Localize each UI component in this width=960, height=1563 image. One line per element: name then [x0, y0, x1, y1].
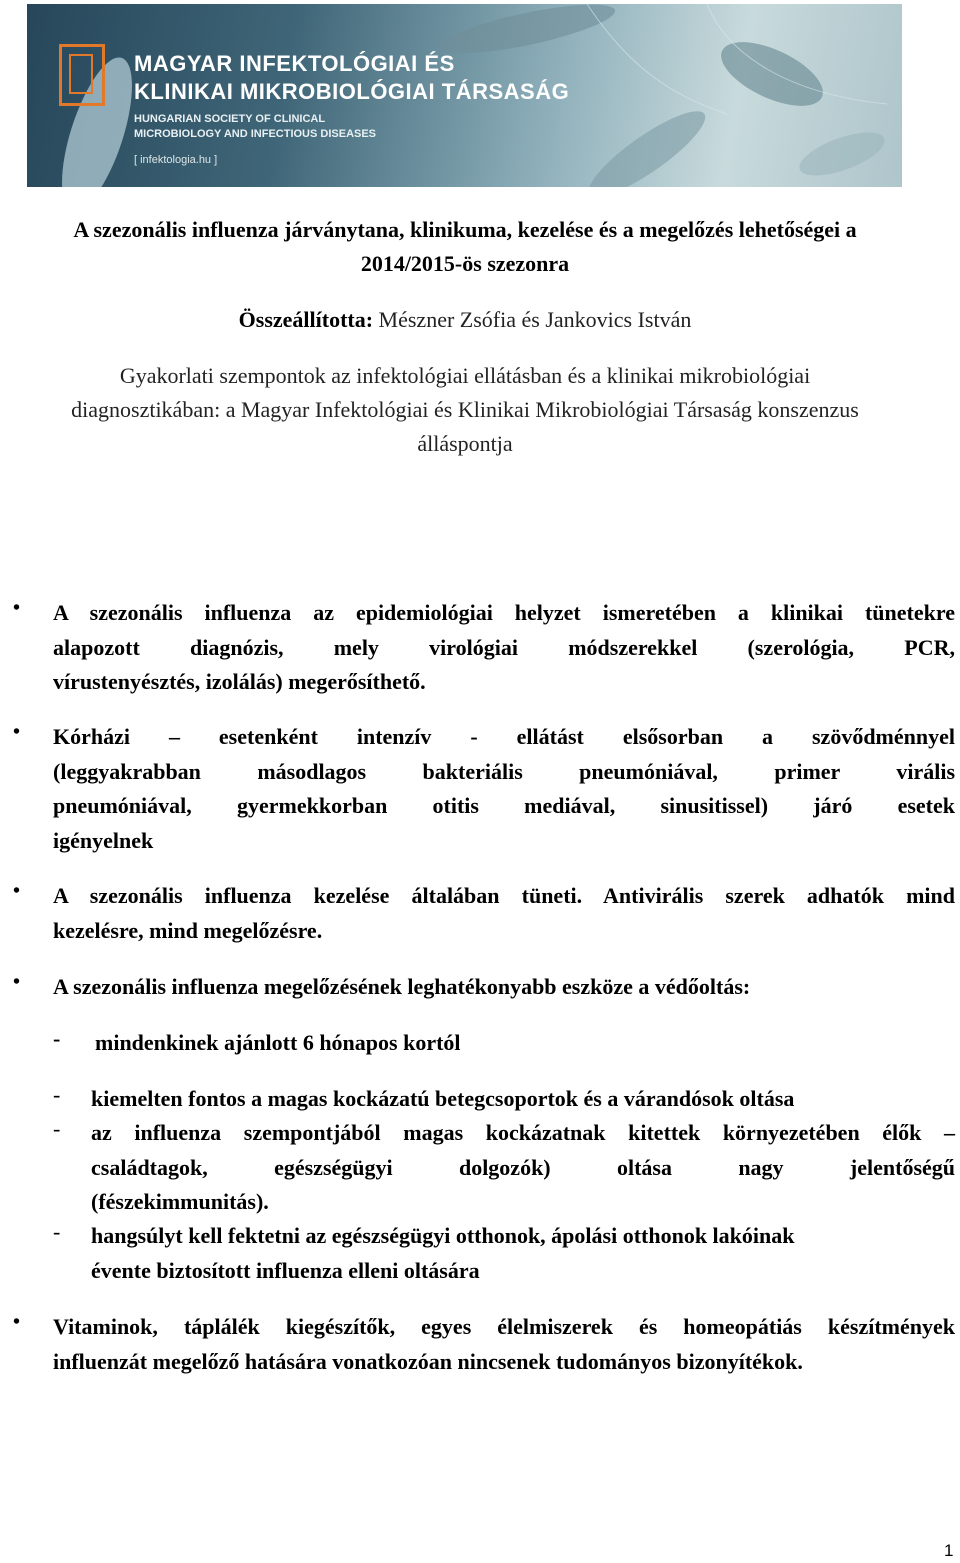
- bullet-line: Vitaminok, táplálék kiegészítők, egyes élelmiszerek és homeopátiás készítmények: [53, 1314, 955, 1339]
- bullet-line: A szezonális influenza megelőzésének leghatékonyabb eszköze a védőoltás:: [53, 974, 751, 999]
- subtitle-line-3: álláspontja: [417, 431, 513, 456]
- bullet-line: alapozott diagnózis, mely virológiai módszerekkel (szerológia, PCR,: [53, 634, 955, 660]
- subtitle-line-1: Gyakorlati szempontok az infektológiai ellátásban és a klinikai mikrobiológiai: [119, 363, 811, 388]
- dash-line: hangsúlyt kell fektetni az egészségügyi otthonok, ápolási otthonok lakóinak: [91, 1223, 795, 1248]
- banner-line-3: HUNGARIAN SOCIETY OF CLINICAL: [134, 113, 326, 125]
- society-logo-icon: [59, 44, 105, 106]
- bullet-line: (leggyakrabban másodlagos bakteriális pneumóniával, primer virális: [53, 758, 955, 784]
- banner-website: [ infektologia.hu ]: [134, 154, 218, 166]
- bullet-line: vírustenyésztés, izolálás) megerősíthető.: [53, 669, 426, 694]
- banner-line-1: MAGYAR INFEKTOLÓGIAI ÉS: [134, 51, 455, 76]
- dash-line: évente biztosított influenza elleni oltására: [91, 1257, 480, 1283]
- bullet-marker: •: [13, 721, 21, 743]
- dash-item-high-risk: [91, 1082, 955, 1117]
- bullet-line: kezelésre, mind megelőzésre.: [53, 917, 323, 943]
- dash-item-6-months: [95, 1026, 959, 1061]
- bullet-no-evidence: [53, 1310, 955, 1379]
- bullet-line: pneumóniával, gyermekkorban otitis mediával, sinusitissel) járó esetek: [53, 793, 955, 818]
- bullet-line: Kórházi – esetenként intenzív - ellátást elsősorban a szövődménnyel: [53, 724, 955, 749]
- banner-line-2: KLINIKAI MIKROBIOLÓGIAI TÁRSASÁG: [134, 79, 570, 104]
- dash-item-cocooning: [91, 1116, 955, 1220]
- bullet-line: A szezonális influenza az epidemiológiai helyzet ismeretében a klinikai tünetekre: [53, 600, 955, 625]
- dash-marker: -: [53, 1082, 61, 1107]
- subtitle-line-2: diagnosztikában: a Magyar Infektológiai és Klinikai Mikrobiológiai Társaság konszenzus: [71, 397, 859, 422]
- dash-item-care-homes: [91, 1219, 955, 1288]
- society-banner: [27, 4, 902, 187]
- document-title-line-2: 2014/2015-ös szezonra: [360, 251, 570, 276]
- banner-text: [134, 50, 569, 166]
- bullet-marker: •: [13, 971, 21, 993]
- bullet-vaccination: [53, 970, 955, 1005]
- bullet-marker: •: [13, 880, 21, 902]
- banner-line-4: MICROBIOLOGY AND INFECTIOUS DISEASES: [134, 128, 377, 140]
- dash-marker: -: [53, 1116, 61, 1141]
- bullet-hospital-care: [53, 720, 955, 858]
- dash-marker: -: [53, 1219, 61, 1244]
- dash-line: családtagok, egészségügyi dolgozók) oltása nagy jelentőségű: [91, 1154, 955, 1180]
- bullet-line: igényelnek: [53, 827, 154, 853]
- authors-line: [0, 303, 930, 337]
- page-number: 1: [944, 1541, 954, 1560]
- bullet-marker: •: [13, 1311, 21, 1333]
- dash-line: mindenkinek ajánlott 6 hónapos kortól: [95, 1030, 461, 1055]
- bullet-diagnosis: [53, 596, 955, 700]
- dash-marker: -: [53, 1026, 61, 1051]
- authors-label: Összeállította:: [238, 307, 374, 332]
- bullet-marker: •: [13, 597, 21, 619]
- document-subtitle: [0, 359, 930, 461]
- document-title-line-1: A szezonális influenza járványtana, klinikuma, kezelése és a megelőzés lehetőségei a: [73, 217, 857, 242]
- dash-line: kiemelten fontos a magas kockázatú betegcsoportok és a várandósok oltása: [91, 1086, 795, 1111]
- bullet-line: A szezonális influenza kezelése általában tüneti. Antivirális szerek adhatók mind: [53, 883, 955, 908]
- authors-names: Mészner Zsófia és Jankovics István: [378, 307, 692, 332]
- bullet-line: influenzát megelőző hatására vonatkozóan nincsenek tudományos bizonyítékok.: [53, 1348, 803, 1374]
- dash-line: az influenza szempontjából magas kockázatnak kitettek környezetében élők –: [91, 1120, 955, 1145]
- bullet-treatment: [53, 879, 955, 948]
- dash-line: (fészekimmunitás).: [91, 1189, 269, 1214]
